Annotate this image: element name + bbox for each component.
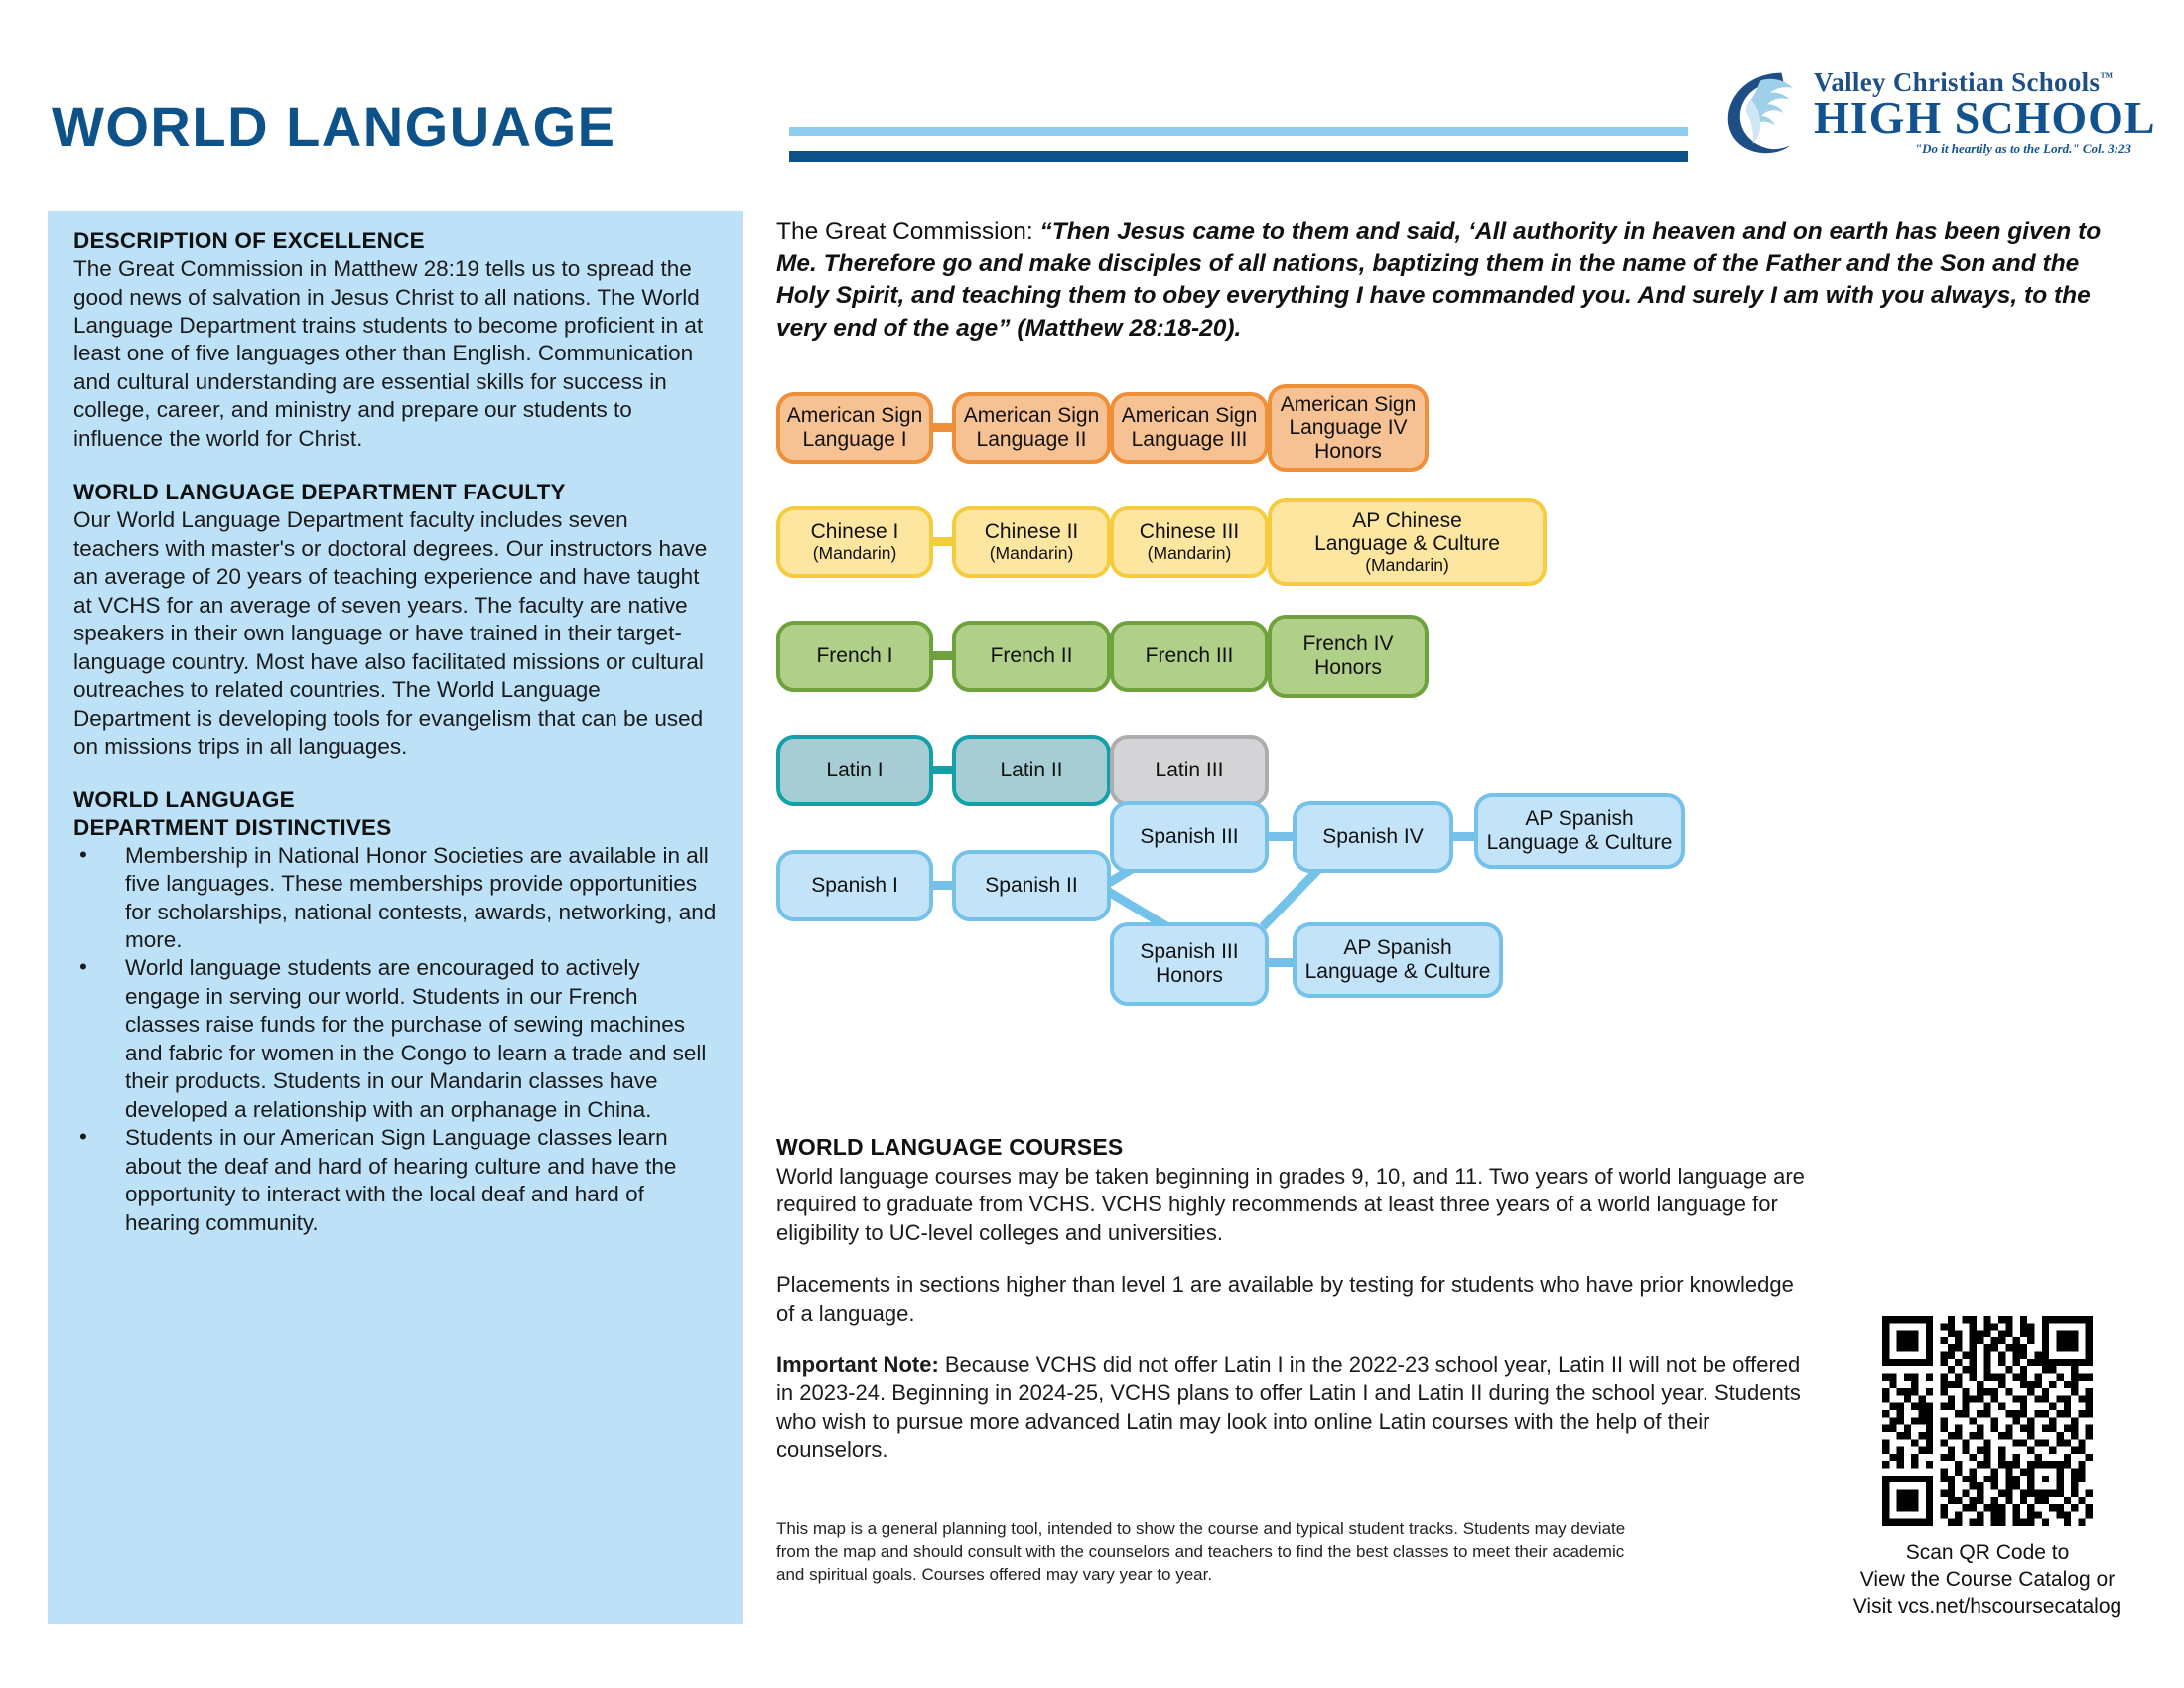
course-label: Latin III	[1155, 759, 1224, 782]
course-node-asl-4-honors[interactable]	[1268, 384, 1429, 472]
course-label-line1: AP Chinese	[1352, 508, 1462, 532]
course-label: French I	[816, 644, 893, 668]
course-label: Latin II	[1000, 759, 1063, 782]
header-rule-light	[789, 127, 1688, 136]
course-label: Spanish IV	[1322, 825, 1424, 849]
important-note-label: Important Note:	[776, 1351, 939, 1377]
connector-spanish-3-to-4	[1267, 832, 1295, 841]
course-node-chinese-1[interactable]	[776, 506, 933, 578]
course-label-line2: Honors	[1156, 964, 1223, 987]
course-node-asl-3[interactable]	[1110, 392, 1269, 464]
course-label-line3: Honors	[1314, 439, 1382, 463]
sidebar-heading-distinctives-line1: WORLD LANGUAGE	[73, 787, 295, 813]
course-node-ap-chinese[interactable]	[1268, 498, 1547, 586]
sidebar-body-description: The Great Commission in Matthew 28:19 tells us to spread the good news of salvation in Jesus Christ to all nations. The World Language Department trains students to become proficient in at least one of five languages other than English. Communication and cultural understanding are essential skills for success in college, career, and ministry and prepare our students to influence the world for Christ.	[73, 256, 704, 451]
course-node-latin-1[interactable]	[776, 735, 933, 806]
page-header	[0, 0, 2184, 209]
list-item-text: Membership in National Honor Societies are available in all five languages. These memberships provide opportunities for scholarships, national contests, awards, networking, and more.	[125, 842, 717, 952]
courses-paragraph-1: World language courses may be taken beginning in grades 9, 10, and 11. Two years of world language are required to graduate from VCHS. VCHS highly recommends at least three years of a world language for eligibility to UC-level colleges and universities.	[776, 1164, 1805, 1245]
course-node-ap-spanish-top[interactable]	[1474, 793, 1685, 869]
course-label-line2: Language IV	[1289, 416, 1408, 440]
course-label-line1: AP Spanish	[1525, 807, 1634, 831]
connector-chinese-1-2	[931, 537, 953, 546]
logo-division-name: HIGH SCHOOL	[1814, 92, 2156, 143]
course-node-french-3[interactable]	[1110, 621, 1269, 692]
course-pathway-flowchart	[776, 392, 2146, 1087]
connector-latin-1-2	[931, 766, 953, 774]
course-node-latin-2[interactable]	[952, 735, 1111, 806]
important-note	[776, 1351, 1814, 1465]
course-label-line2: Language & Culture	[1314, 532, 1500, 556]
verse-lead: The Great Commission:	[776, 218, 1040, 245]
course-label-line1: American Sign	[963, 404, 1100, 428]
connector-spanish-3-honors-to-ap	[1267, 958, 1295, 967]
course-label-line1: Chinese I	[810, 520, 899, 544]
list-item-text: Students in our American Sign Language classes learn about the deaf and hard of hearing culture and have the opportunity to interact with the local deaf and hard of hearing community.	[125, 1125, 677, 1235]
course-label-line1: American Sign	[786, 404, 923, 428]
verse-quote: “Then Jesus came to them and said, ‘All authority in heaven and on earth has been given to Me. Therefore go and make disciples of all nations, baptizing them in the name of the Father and the Son and the Holy Spirit, and teaching them to obey everything I have commanded you. And surely I am with you always, to the very end of the age” (Matthew 28:18-20).	[776, 218, 2102, 342]
course-label-line1: AP Spanish	[1343, 936, 1452, 960]
sidebar-panel	[48, 211, 743, 1624]
list-item	[73, 842, 717, 955]
course-label-sub: (Mandarin)	[1365, 554, 1449, 575]
course-node-chinese-2[interactable]	[952, 506, 1111, 578]
course-node-spanish-1[interactable]	[776, 850, 933, 921]
course-node-french-2[interactable]	[952, 621, 1111, 692]
planning-disclaimer: This map is a general planning tool, intended to show the course and typical student tracks. Students may deviate from the map and should consult with the counselors and teachers to find the best classes to meet their academic and spiritual goals. Courses offered may vary year to year.	[776, 1519, 1626, 1585]
qr-block	[1839, 1316, 2136, 1620]
qr-code[interactable]	[1882, 1316, 2093, 1526]
list-item	[73, 954, 717, 1124]
trademark-symbol: ™	[2100, 70, 2114, 84]
course-node-spanish-4[interactable]	[1293, 801, 1453, 873]
school-logo	[1722, 62, 2156, 186]
course-label: French III	[1145, 644, 1234, 668]
important-note-body: Because VCHS did not offer Latin I in the 2022-23 school year, Latin II will not be offered in 2023-24. Beginning in 2024-25, VCHS plans to offer Latin I and Latin II during the school year. Students who wish to pursue more advanced Latin may look into online Latin courses with the help of their counselors.	[776, 1351, 1801, 1462]
course-label-line1: Spanish III	[1140, 940, 1239, 964]
list-item	[73, 1124, 717, 1237]
qr-caption-line3: Visit vcs.net/hscoursecatalog	[1852, 1594, 2122, 1618]
spacer	[776, 1247, 1814, 1271]
dove-and-crescent-logo-icon	[1722, 64, 1818, 159]
course-node-asl-2[interactable]	[952, 392, 1111, 464]
course-label-line2: Language & Culture	[1486, 831, 1673, 854]
spacer	[73, 453, 717, 480]
great-commission-verse	[776, 216, 2126, 345]
course-node-spanish-3[interactable]	[1110, 801, 1269, 873]
connector-french-1-2	[931, 651, 953, 660]
sidebar-heading-faculty: WORLD LANGUAGE DEPARTMENT FACULTY	[73, 480, 566, 505]
connector-asl-1-2	[931, 423, 953, 432]
course-label-sub: (Mandarin)	[812, 542, 897, 563]
course-node-spanish-3-honors[interactable]	[1110, 922, 1269, 1006]
distinctives-list	[73, 842, 717, 1237]
course-label-line1: Chinese III	[1139, 520, 1240, 544]
course-label-line2: Language & Culture	[1304, 960, 1491, 983]
course-node-asl-1[interactable]	[776, 392, 933, 464]
logo-school-name: Valley Christian Schools™	[1814, 68, 2114, 97]
qr-caption-line2: View the Course Catalog or	[1859, 1567, 2116, 1591]
course-label-line1: Chinese II	[984, 520, 1079, 544]
course-label-line1: French IV	[1302, 633, 1394, 656]
logo-tagline: "Do it heartily as to the Lord." Col. 3:23	[1914, 141, 2131, 157]
sidebar-body-faculty: Our World Language Department faculty includes seven teachers with master's or doctoral degrees. Our instructors have an average of 20 years of teaching experience and have taught at VCHS for an average of seven years. The faculty are native speakers in their own language or have trained in their target-language country. Most have also facilitated missions or cultural outreaches to related countries. The World Language Department is developing tools for evangelism that can be used on missions trips in all languages.	[73, 507, 708, 759]
course-node-ap-spanish-bottom[interactable]	[1293, 922, 1503, 998]
qr-caption	[1839, 1540, 2136, 1620]
courses-paragraph-2: Placements in sections higher than level 1 are available by testing for students who have prior knowledge of a language.	[776, 1272, 1794, 1326]
logo-wordmark	[1814, 68, 2156, 157]
course-label: French II	[990, 644, 1073, 668]
world-language-courses-section	[776, 1134, 1814, 1464]
course-label-line1: American Sign	[1121, 404, 1258, 428]
course-label: Spanish I	[811, 874, 898, 898]
course-node-spanish-2[interactable]	[952, 850, 1111, 921]
course-label-line2: Language II	[976, 428, 1087, 451]
list-item-text: World language students are encouraged to actively engage in serving our world. Students in our French classes raise funds for the purchase of sewing machines and fabric for women in the Congo to learn a trade and sell their products. Students in our Mandarin classes have developed a relationship with an orphanage in China.	[125, 955, 707, 1122]
connector-spanish-4-to-ap	[1451, 832, 1476, 841]
spacer	[73, 761, 717, 787]
bullet-glyph: •	[79, 841, 87, 867]
course-label-sub: (Mandarin)	[1147, 542, 1232, 563]
course-label-line2: Honors	[1314, 656, 1382, 679]
course-label-sub: (Mandarin)	[989, 542, 1074, 563]
bullet-glyph: •	[79, 954, 87, 980]
course-node-latin-3-unavailable[interactable]	[1110, 735, 1269, 806]
course-label-line2: Language I	[802, 428, 907, 451]
course-label: Latin I	[826, 759, 884, 782]
course-node-french-4-honors[interactable]	[1268, 615, 1429, 698]
bullet-glyph: •	[79, 1124, 87, 1150]
spacer	[776, 1328, 1814, 1351]
courses-heading: WORLD LANGUAGE COURSES	[776, 1134, 1124, 1160]
connector-spanish-1-2	[931, 881, 953, 890]
course-label: Spanish III	[1140, 825, 1239, 849]
course-label-line2: Language III	[1131, 428, 1248, 451]
course-node-chinese-3[interactable]	[1110, 506, 1269, 578]
qr-caption-line1: Scan QR Code to	[1905, 1541, 2070, 1564]
page-title: WORLD LANGUAGE	[52, 95, 616, 158]
course-node-french-1[interactable]	[776, 621, 933, 692]
sidebar-heading-description: DESCRIPTION OF EXCELLENCE	[73, 228, 425, 253]
header-rule-dark	[789, 151, 1688, 162]
course-label: Spanish II	[985, 874, 1078, 898]
course-label-line1: American Sign	[1280, 392, 1417, 416]
sidebar-heading-distinctives-line2: DEPARTMENT DISTINCTIVES	[73, 814, 392, 840]
